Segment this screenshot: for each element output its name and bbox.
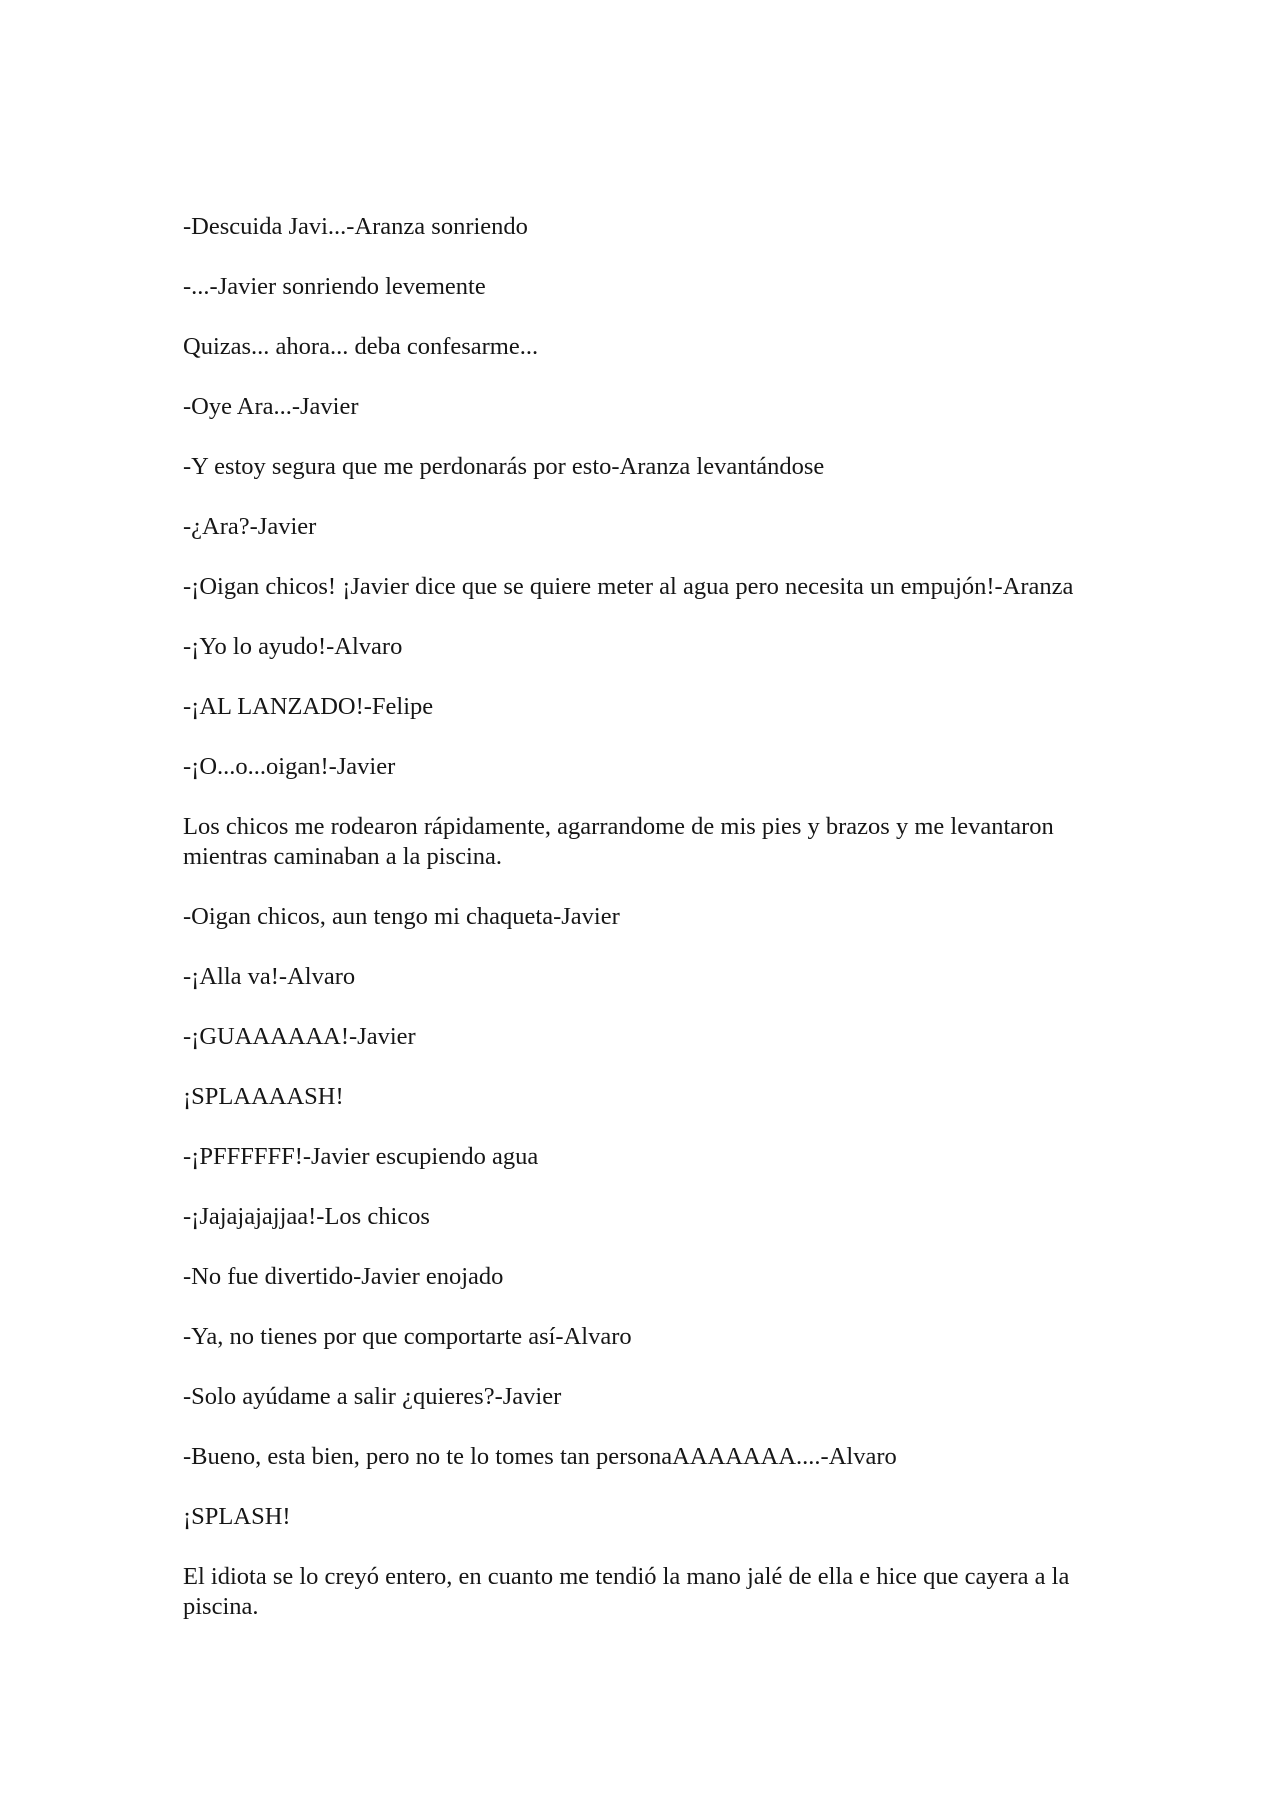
paragraph: -...-Javier sonriendo levemente (183, 273, 486, 300)
paragraph: -Bueno, esta bien, pero no te lo tomes tan personaAAAAAAA....-Alvaro (183, 1443, 897, 1470)
paragraph: El idiota se lo creyó entero, en cuanto me tendió la mano jalé de ella e hice que cayera a la piscina. (183, 1563, 1070, 1620)
paragraph: -¡Oigan chicos! ¡Javier dice que se quiere meter al agua pero necesita un empujón!-Aranza (183, 573, 1074, 600)
document-body (183, 212, 1098, 1652)
paragraph: -¡Alla va!-Alvaro (183, 963, 356, 990)
paragraph: Los chicos me rodearon rápidamente, agarrandome de mis pies y brazos y me levantaron mientras caminaban a la piscina. (183, 813, 1054, 870)
paragraph: -Oigan chicos, aun tengo mi chaqueta-Javier (183, 903, 620, 930)
paragraph: ¡SPLAAAASH! (183, 1083, 344, 1110)
paragraph: -Ya, no tienes por que comportarte así-Alvaro (183, 1323, 632, 1350)
paragraph: Quizas... ahora... deba confesarme... (183, 333, 539, 360)
paragraph: -¡Jajajajajjaa!-Los chicos (183, 1203, 430, 1230)
paragraph: -¡AL LANZADO!-Felipe (183, 693, 434, 720)
paragraph: -Oye Ara...-Javier (183, 393, 359, 420)
paragraph: -Y estoy segura que me perdonarás por esto-Aranza levantándose (183, 453, 825, 480)
paragraph: ¡SPLASH! (183, 1503, 291, 1530)
paragraph: -Descuida Javi...-Aranza sonriendo (183, 213, 528, 240)
paragraph: -Solo ayúdame a salir ¿quieres?-Javier (183, 1383, 562, 1410)
paragraph: -¿Ara?-Javier (183, 513, 317, 540)
paragraph: -¡O...o...oigan!-Javier (183, 753, 396, 780)
paragraph: -¡Yo lo ayudo!-Alvaro (183, 633, 403, 660)
paragraph: -No fue divertido-Javier enojado (183, 1263, 504, 1290)
paragraph: -¡PFFFFFF!-Javier escupiendo agua (183, 1143, 539, 1170)
paragraph: -¡GUAAAAAA!-Javier (183, 1023, 416, 1050)
